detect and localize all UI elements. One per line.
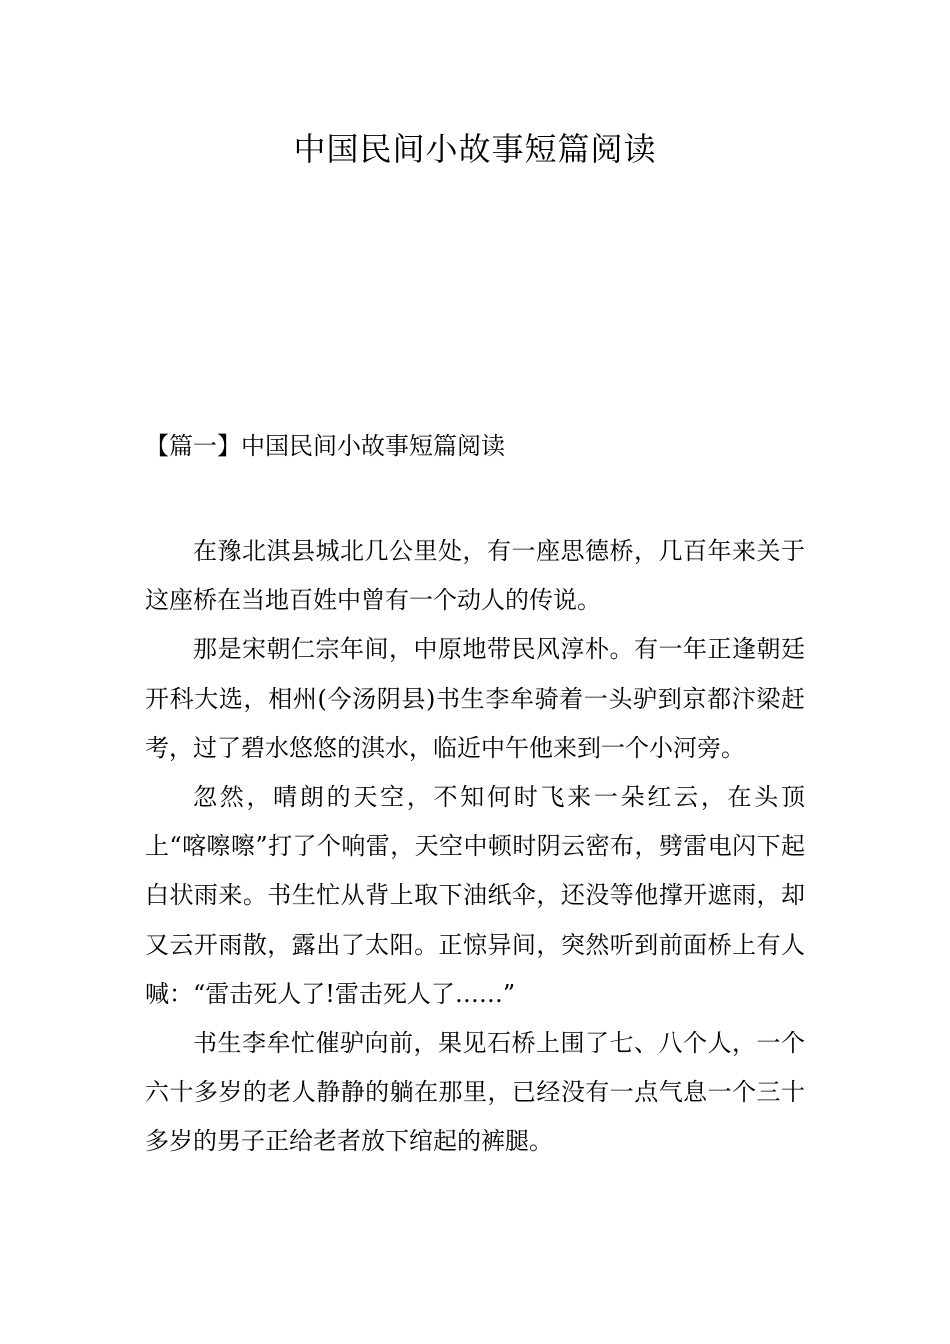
document-body	[145, 527, 805, 1167]
paragraph: 书生李牟忙催驴向前，果见石桥上围了七、八个人，一个六十多岁的老人静静的躺在那里，已经没有一点气息一个三十多岁的男子正给老者放下绾起的裤腿。	[145, 1029, 805, 1156]
document-title: 中国民间小故事短篇阅读	[293, 130, 657, 168]
paragraph: 在豫北淇县城北几公里处，有一座思德桥，几百年来关于这座桥在当地百姓中曾有一个动人的传说。	[145, 537, 805, 615]
paragraph: 那是宋朝仁宗年间，中原地带民风淳朴。有一年正逢朝廷开科大选，相州(今汤阴县)书生李牟骑着一头驴到京都汴梁赶考，过了碧水悠悠的淇水，临近中午他来到一个小河旁。	[145, 635, 805, 762]
section-heading: 【篇一】中国民间小故事短篇阅读	[145, 432, 505, 460]
paragraph: 忽然，晴朗的天空，不知何时飞来一朵红云，在头顶上“喀嚓嚓”打了个响雷，天空中顿时阴云密布，劈雷电闪下起白状雨来。书生忙从背上取下油纸伞，还没等他撑开遮雨，却又云开雨散，露出了太阳。正惊异间，突然听到前面桥上有人喊：“雷击死人了!雷击死人了……”	[145, 783, 805, 1008]
